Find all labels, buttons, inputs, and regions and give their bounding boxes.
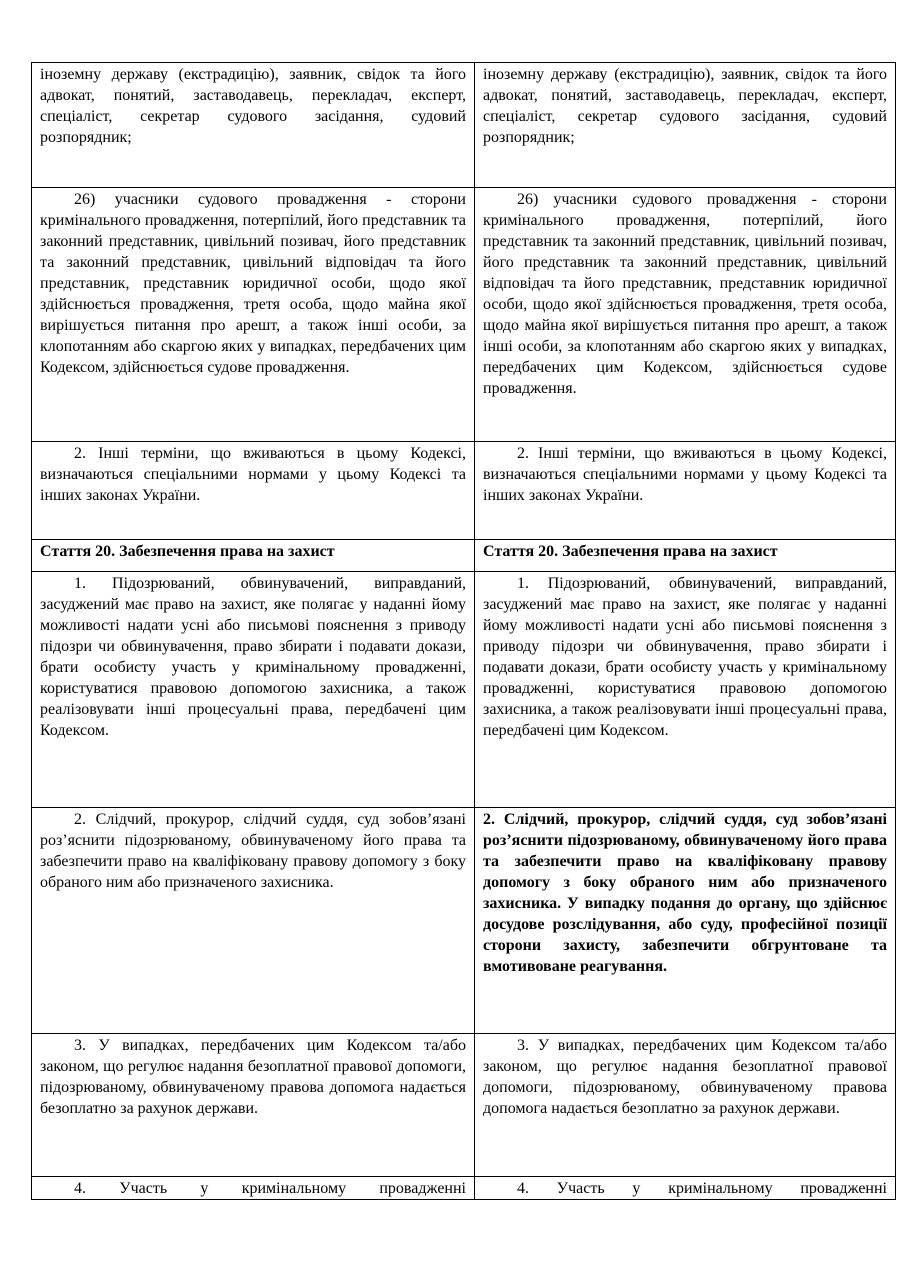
article-heading-proposed: Стаття 20. Забезпечення права на захист xyxy=(475,540,896,572)
cell-current-text xyxy=(32,188,475,442)
paragraph: 4. Участь у кримінальному провадженні xyxy=(517,1180,887,1197)
paragraph: 1. Підозрюваний, обвинувачений, виправданий, засуджений має право на захист, яке полягає у наданні йому можливості надати усні або письмові пояснення з приводу підозри чи обвинувачення, право збирати і подавати докази, брати особисту участь у кримінальному провадженні, користуватися правовою допомогою захисника, а також реалізовувати інші процесуальні права, передбачені цим Кодексом. xyxy=(40,575,466,739)
paragraph: 1. Підозрюваний, обвинувачений, виправданий, засуджений має право на захист, яке полягає у наданні йому можливості надати усні або письмові пояснення з приводу підозри чи обвинувачення, право збирати і подавати докази, брати особисту участь у кримінальному провадженні, користуватися правовою допомогою захисника, а також реалізовувати інші процесуальні права, передбачені цим Кодексом. xyxy=(483,575,887,739)
paragraph: іноземну державу (екстрадицію), заявник, свідок та його адвокат, понятий, заставодавець, перекладач, експерт, спеціаліст, секретар судового засідання, судовий розпорядник; xyxy=(483,66,887,146)
paragraph: 2. Інші терміни, що вживаються в цьому Кодексі, визначаються спеціальними нормами у цьому Кодексі та інших законах України. xyxy=(483,445,887,504)
paragraph: іноземну державу (екстрадицію), заявник, свідок та його адвокат, понятий, заставодавець, перекладач, експерт, спеціаліст, секретар судового засідання, судовий розпорядник; xyxy=(40,66,466,146)
cell-current-text xyxy=(32,63,475,188)
cell-proposed-text xyxy=(475,1034,896,1177)
comparison-table-wrapper xyxy=(31,62,895,1200)
cell-current-text xyxy=(32,1177,475,1200)
article-heading-current: Стаття 20. Забезпечення права на захист xyxy=(32,540,475,572)
cell-proposed-text xyxy=(475,808,896,1034)
cell-current-text xyxy=(32,442,475,540)
cell-proposed-text xyxy=(475,188,896,442)
paragraph: 26) учасники судового провадження - сторони кримінального провадження, потерпілий, його представник та законний представник, цивільний позивач, його представник та законний представник, цивільний відповідач та його представник, представник юридичної особи, щодо якої здійснюється провадження, третя особа, щодо майна якої вирішується питання про арешт, а також інші особи, за клопотанням або скаргою яких у випадках, передбачених цим Кодексом, здійснюється судове провадження. xyxy=(40,191,466,376)
cell-proposed-text xyxy=(475,1177,896,1200)
table-row xyxy=(32,442,896,540)
cell-proposed-text xyxy=(475,63,896,188)
paragraph: 2. Слідчий, прокурор, слідчий суддя, суд зобов’язані роз’яснити підозрюваному, обвинуваченому його права та забезпечити право на кваліфіковану правову допомогу з боку обраного ним або призначеного захисника. xyxy=(40,811,466,891)
table-row xyxy=(32,63,896,188)
paragraph: 3. У випадках, передбачених цим Кодексом та/або законом, що регулює надання безоплатної правової допомоги, підозрюваному, обвинуваченому правова допомога надається безоплатно за рахунок держави. xyxy=(483,1037,887,1117)
table-row-partial xyxy=(32,1177,896,1200)
paragraph: 4. Участь у кримінальному провадженні xyxy=(74,1180,466,1197)
table-row xyxy=(32,188,896,442)
cell-proposed-text xyxy=(475,572,896,808)
table-row xyxy=(32,1034,896,1177)
cell-proposed-text xyxy=(475,442,896,540)
paragraph-amended: 2. Слідчий, прокурор, слідчий суддя, суд зобов’язані роз’яснити підозрюваному, обвинуваченому його права та забезпечити право на кваліфіковану правову допомогу з боку обраного ним або призначеного захисника. У випадку подання до органу, що здійснює досудове розслідування, або суду, професійної позиції сторони захисту, забезпечити обгрунтоване та вмотивоване реагування. xyxy=(483,811,887,975)
table-row xyxy=(32,572,896,808)
paragraph: 26) учасники судового провадження - сторони кримінального провадження, потерпілий, його представник та законний представник, цивільний позивач, його представник та законний представник, цивільний відповідач та його представник, представник юридичної особи, щодо якої здійснюється провадження, третя особа, щодо майна якої вирішується питання про арешт, а також інші особи, за клопотанням або скаргою яких у випадках, передбачених цим Кодексом, здійснюється судове провадження. xyxy=(483,191,887,397)
comparison-table xyxy=(31,62,896,1200)
cell-current-text xyxy=(32,572,475,808)
cell-current-text xyxy=(32,808,475,1034)
paragraph: 3. У випадках, передбачених цим Кодексом та/або законом, що регулює надання безоплатної правової допомоги, підозрюваному, обвинуваченому правова допомога надається безоплатно за рахунок держави. xyxy=(40,1037,466,1117)
cell-current-text xyxy=(32,1034,475,1177)
table-row-article-heading xyxy=(32,540,896,572)
paragraph: 2. Інші терміни, що вживаються в цьому Кодексі, визначаються спеціальними нормами у цьому Кодексі та інших законах України. xyxy=(40,445,466,504)
table-row xyxy=(32,808,896,1034)
